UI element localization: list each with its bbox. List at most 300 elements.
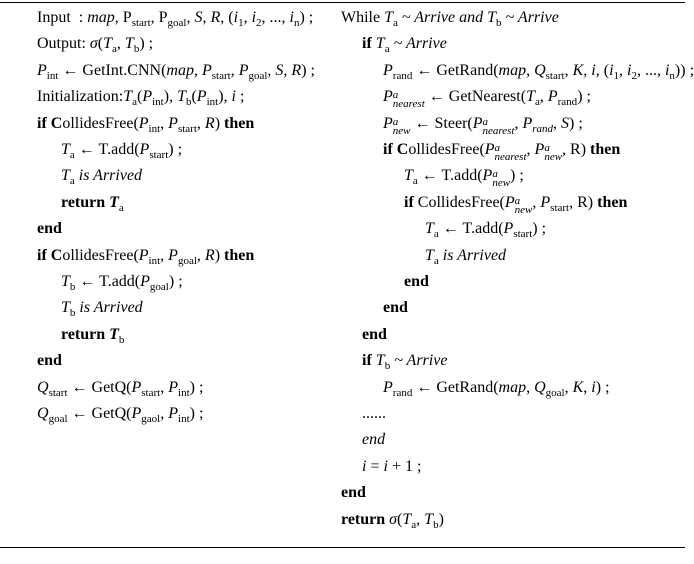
code-text: T <box>487 9 497 26</box>
code-text: P <box>484 141 495 158</box>
code-text: K <box>572 378 584 396</box>
code-text: ← T.add( <box>417 167 483 185</box>
code-text: ), <box>163 88 178 106</box>
code-text: , R) <box>562 141 591 158</box>
superscript-subscript <box>544 144 562 162</box>
code-text: + 1 ; <box>387 457 422 475</box>
algorithm-line <box>362 325 387 345</box>
subscript: rand <box>557 96 578 109</box>
superscript: a <box>482 115 488 128</box>
code-text: ~ Arrive and <box>397 9 488 26</box>
algorithm-line <box>61 325 124 345</box>
keyword: if <box>37 246 51 264</box>
code-text: P <box>534 141 545 158</box>
code-text: Initialization: <box>37 88 124 106</box>
code-text: , <box>160 114 169 132</box>
subscript: b <box>69 281 76 293</box>
code-text: i <box>289 9 294 26</box>
code-text: P <box>168 378 179 396</box>
code-text: P <box>168 405 179 422</box>
code-text: , ( <box>220 9 234 26</box>
subscript: a <box>433 228 439 241</box>
bottom-rule <box>0 547 685 548</box>
code-text: T <box>61 299 70 317</box>
algorithm-line <box>37 61 315 81</box>
code-text: P <box>547 88 558 106</box>
code-text: σ <box>89 35 98 53</box>
subscript: a <box>132 96 137 109</box>
code-text: ← GetInt.CNN( <box>58 61 167 79</box>
superscript: a <box>494 142 501 154</box>
algorithm-line <box>362 404 386 424</box>
code-text: ← GetQ( <box>67 405 132 422</box>
code-text: P <box>383 88 393 106</box>
code-text: P <box>138 114 149 132</box>
algorithm-line <box>37 378 203 398</box>
algorithm-line <box>37 8 313 28</box>
code-text: )) ; <box>674 61 694 79</box>
code-text: is Arrived <box>438 246 507 264</box>
code-text: S <box>561 114 570 132</box>
subscript: b <box>496 17 502 29</box>
subscript: nearest <box>392 98 425 111</box>
subscript: gaol <box>141 413 161 425</box>
algorithm-line <box>341 483 366 503</box>
code-text: , <box>514 114 523 132</box>
code-text: ollidesFree( <box>408 141 485 158</box>
code-text: S <box>194 9 203 26</box>
subscript: start <box>48 386 68 399</box>
keyword: end <box>383 299 408 317</box>
subscript: a <box>118 201 124 214</box>
code-text: , <box>186 9 195 26</box>
subscript: new <box>544 151 563 163</box>
code-text: P <box>168 246 178 264</box>
keyword: return <box>61 325 110 343</box>
algorithm-line <box>404 193 628 216</box>
code-text: map <box>498 378 527 396</box>
code-text: , ( <box>595 61 610 79</box>
algorithm-line <box>404 166 524 190</box>
code-text: P <box>482 167 493 185</box>
code-text: P <box>522 114 533 132</box>
algorithm-line <box>362 457 421 477</box>
code-text: T <box>404 167 413 185</box>
subscript: new <box>514 203 533 216</box>
subscript: start <box>177 122 197 135</box>
code-text: ollidesFree( <box>62 246 139 264</box>
superscript: a <box>544 142 550 154</box>
code-text: ) ; <box>189 378 204 396</box>
code-text: , <box>283 61 292 79</box>
subscript: rand <box>392 386 413 399</box>
code-text: , <box>532 193 541 211</box>
code-text: S <box>275 61 284 79</box>
code-text: i <box>233 9 239 26</box>
subscript: a <box>433 254 439 267</box>
subscript: b <box>433 518 439 531</box>
code-text: ( <box>97 35 104 53</box>
code-text: R <box>204 114 215 132</box>
code-text: ← T.add( <box>75 273 141 290</box>
code-text: is Arrived <box>75 299 143 317</box>
code-text: K <box>572 61 584 79</box>
subscript: goal <box>48 413 68 425</box>
code-text: Q <box>534 378 546 396</box>
code-text: , <box>160 405 169 422</box>
algorithm-line <box>362 34 447 54</box>
code-text: i <box>609 61 614 79</box>
algorithm-line <box>37 404 203 424</box>
code-text: , <box>583 378 592 396</box>
subscript: rand <box>392 69 413 82</box>
algorithm-line <box>61 140 182 160</box>
subscript: int <box>206 96 219 109</box>
subscript: start <box>550 201 570 214</box>
code-text: P <box>503 220 514 238</box>
superscript-subscript <box>492 170 510 188</box>
subscript: nearest <box>482 124 515 137</box>
superscript-subscript <box>482 115 515 137</box>
subscript: start <box>513 228 533 241</box>
algorithm-line <box>37 219 62 239</box>
keyword: if <box>362 35 376 53</box>
code-text: ) ; <box>301 61 315 79</box>
subscript: start <box>211 69 231 82</box>
algorithm-line <box>341 8 559 28</box>
algorithm-line <box>37 351 62 371</box>
subscript: n <box>669 69 675 82</box>
code-text: P <box>139 141 150 158</box>
superscript-subscript <box>392 115 411 137</box>
code-text: ) ; <box>532 220 547 238</box>
code-text: P <box>472 114 483 132</box>
subscript: int <box>152 96 164 109</box>
code-text: i <box>664 61 670 79</box>
code-text: , P <box>114 9 132 26</box>
algorithm-line <box>61 272 183 292</box>
code-text: ...... <box>362 405 386 422</box>
subscript: start <box>141 386 161 399</box>
code-text: , <box>116 35 125 53</box>
code-text: P <box>168 114 178 132</box>
code-text: , <box>193 61 202 79</box>
code-text: T <box>61 141 70 158</box>
algorithm-line <box>37 87 244 107</box>
subscript: a <box>534 96 540 109</box>
code-text: P <box>142 88 153 106</box>
subscript: a <box>69 175 75 188</box>
code-text: ← T.add( <box>74 141 140 158</box>
code-text: P <box>131 378 142 396</box>
subscript: a <box>411 518 417 531</box>
superscript-subscript <box>495 144 527 162</box>
code-text: ) <box>438 510 444 528</box>
superscript-subscript <box>393 91 425 109</box>
code-text: ) <box>214 246 225 264</box>
subscript: goal <box>167 17 187 29</box>
code-text: R <box>291 61 302 79</box>
subscript: a <box>69 149 75 161</box>
code-text: = <box>366 457 384 475</box>
code-text: P <box>383 114 393 132</box>
algorithm-line <box>383 114 583 137</box>
algorithm-line <box>37 34 153 54</box>
code-text: ), <box>218 88 232 106</box>
code-text: T <box>124 35 134 53</box>
code-text: Q <box>37 378 49 396</box>
algorithm-line <box>61 193 124 213</box>
algorithm-line <box>383 87 591 111</box>
keyword: C <box>50 114 63 132</box>
code-text: P <box>383 378 393 396</box>
keyword: end <box>362 325 387 343</box>
keyword: return <box>61 193 110 211</box>
subscript: 1 <box>613 69 620 82</box>
code-text: , <box>160 378 169 396</box>
code-text: Q <box>534 61 546 79</box>
code-text: i <box>362 457 367 475</box>
code-text: T <box>123 88 133 106</box>
code-text: , <box>202 9 211 26</box>
keyword: if <box>362 352 376 370</box>
subscript: b <box>384 360 391 373</box>
code-text: ( <box>397 510 403 528</box>
code-text: i <box>591 61 596 79</box>
code-text: , R) <box>569 193 598 211</box>
code-text: , <box>196 246 205 264</box>
code-text: ) ; <box>299 9 314 26</box>
code-text: i <box>251 9 257 26</box>
subscript: start <box>131 17 151 29</box>
code-text: ~ Arrive <box>390 352 448 370</box>
code-text: T <box>424 510 434 528</box>
algorithm-line <box>383 61 694 81</box>
superscript: a <box>514 194 521 207</box>
algorithm-line <box>37 114 254 134</box>
code-text: , ..., <box>636 61 665 79</box>
code-text: P <box>140 273 150 290</box>
code-text: ( <box>137 88 143 106</box>
code-text: ollidesFree( <box>62 114 139 132</box>
code-text: P <box>37 61 47 79</box>
superscript-subscript <box>514 194 533 216</box>
superscript: a <box>392 89 399 102</box>
code-text: end <box>362 431 386 449</box>
code-text: , <box>564 378 573 396</box>
subscript: b <box>118 333 125 346</box>
algorithm-line <box>383 140 621 163</box>
code-text: Input : <box>37 9 88 26</box>
subscript: rand <box>532 122 554 135</box>
keyword: C <box>396 141 409 158</box>
code-text: , <box>583 61 592 79</box>
code-text: i <box>231 88 236 106</box>
code-text: ← Steer( <box>410 114 473 132</box>
code-text: T <box>177 88 186 106</box>
code-text: T <box>375 352 385 370</box>
code-text: i <box>383 457 388 475</box>
code-text: map <box>498 61 527 79</box>
algorithm-line <box>37 246 254 266</box>
code-text: , <box>160 246 169 264</box>
code-text: , ..., <box>261 9 290 26</box>
code-text: map <box>87 9 115 26</box>
keyword: end <box>341 484 366 502</box>
algorithm-line <box>383 298 408 318</box>
code-text: , <box>243 9 252 26</box>
code-text: , <box>539 88 548 106</box>
keyword: end <box>37 220 62 238</box>
algorithm-line <box>404 272 429 292</box>
code-text: P <box>131 405 142 422</box>
code-text: Output: <box>37 35 90 53</box>
subscript: a <box>384 43 390 56</box>
code-text: P <box>201 61 212 79</box>
subscript: int <box>148 254 161 267</box>
code-text: T <box>103 35 113 53</box>
code-text: ~ Arrive <box>389 35 447 53</box>
code-text: , <box>553 114 562 132</box>
code-text: ) ; <box>510 167 524 185</box>
code-text: T <box>425 220 434 238</box>
subscript: goal <box>149 281 169 293</box>
code-text: ) ; <box>168 141 183 158</box>
keyword: if <box>37 114 51 132</box>
code-text: T <box>402 510 412 528</box>
code-text: P <box>504 193 515 211</box>
code-text: ) <box>214 114 225 132</box>
code-text: CollidesFree( <box>417 193 505 211</box>
code-text: is Arrived <box>74 167 143 185</box>
code-text: T <box>425 246 434 264</box>
algorithm-line <box>383 378 610 398</box>
code-text: T <box>384 9 393 26</box>
code-text: R <box>210 9 221 26</box>
subscript: goal <box>177 254 197 267</box>
keyword: T <box>109 325 119 343</box>
keyword: C <box>50 246 63 264</box>
code-text: ( <box>191 88 197 106</box>
keyword: if <box>383 141 397 158</box>
code-text: map <box>166 61 194 79</box>
code-text: σ <box>389 510 398 528</box>
algorithm-line <box>61 298 143 318</box>
subscript: b <box>133 43 140 56</box>
code-text: R <box>204 246 215 264</box>
subscript: goal <box>248 69 268 82</box>
keyword: then <box>597 193 628 211</box>
code-text: , <box>230 61 239 79</box>
subscript: a <box>412 175 418 188</box>
subscript: start <box>545 69 565 82</box>
algorithm-line <box>341 510 444 530</box>
code-text: ) ; <box>139 35 154 53</box>
subscript: int <box>178 386 190 399</box>
code-text: P <box>540 193 551 211</box>
subscript: int <box>178 413 190 425</box>
code-text: ) ; <box>189 405 204 422</box>
code-text: ← GetQ( <box>67 378 132 396</box>
code-text: , P <box>150 9 168 26</box>
code-text: Q <box>37 405 49 422</box>
code-text: ) ; <box>168 273 183 290</box>
code-text: , <box>416 510 425 528</box>
subscript: 1 <box>238 17 244 29</box>
code-text: , <box>526 378 535 396</box>
code-text: , <box>564 61 573 79</box>
subscript: 2 <box>256 17 262 29</box>
algorithm-line <box>61 166 142 186</box>
code-text: ) ; <box>577 88 591 106</box>
subscript: start <box>149 149 169 161</box>
code-text: ← T.add( <box>438 220 504 238</box>
subscript: 2 <box>631 69 637 82</box>
subscript: new <box>492 177 511 190</box>
subscript: n <box>293 17 300 29</box>
code-text: ← GetRand( <box>412 378 499 396</box>
code-text: i <box>591 378 596 396</box>
code-text: T <box>61 273 70 290</box>
code-text: ← GetRand( <box>412 61 499 79</box>
keyword: T <box>109 193 119 211</box>
subscript: b <box>185 96 192 109</box>
superscript: a <box>392 115 399 128</box>
subscript: new <box>392 124 411 137</box>
keyword: end <box>37 352 62 370</box>
code-text: P <box>138 246 149 264</box>
code-text: P <box>196 88 207 106</box>
algorithm-line <box>425 246 506 266</box>
keyword: end <box>404 273 429 290</box>
code-text: i <box>627 61 632 79</box>
code-text: , <box>526 61 535 79</box>
algorithm-line <box>362 351 447 371</box>
code-text: P <box>383 61 393 79</box>
subscript: a <box>393 17 398 29</box>
code-text: ) ; <box>569 114 583 132</box>
top-rule <box>0 2 685 3</box>
subscript: int <box>46 69 59 82</box>
code-text: ; <box>235 88 245 106</box>
code-text: , <box>267 61 276 79</box>
code-text: ~ Arrive <box>501 9 559 26</box>
keyword: if <box>404 193 418 211</box>
code-text: , <box>526 141 535 158</box>
subscript: int <box>148 122 161 135</box>
algorithm-line <box>362 430 385 450</box>
code-text: ← GetNearest( <box>424 88 527 106</box>
keyword: then <box>224 246 255 264</box>
keyword: then <box>590 141 621 158</box>
code-text: ) ; <box>595 378 610 396</box>
code-text: , <box>196 114 205 132</box>
subscript: goal <box>545 386 565 399</box>
keyword: return <box>341 510 390 528</box>
keyword: then <box>224 114 255 132</box>
code-text: P <box>238 61 249 79</box>
code-text: T <box>526 88 535 106</box>
code-text: T <box>61 167 70 185</box>
superscript: a <box>492 168 498 181</box>
subscript: a <box>112 43 117 56</box>
code-text: , <box>619 61 628 79</box>
subscript: nearest <box>494 151 527 163</box>
code-text: T <box>375 35 385 53</box>
subscript: b <box>69 307 76 320</box>
algorithm-line <box>425 219 546 239</box>
code-text: While <box>341 9 385 26</box>
